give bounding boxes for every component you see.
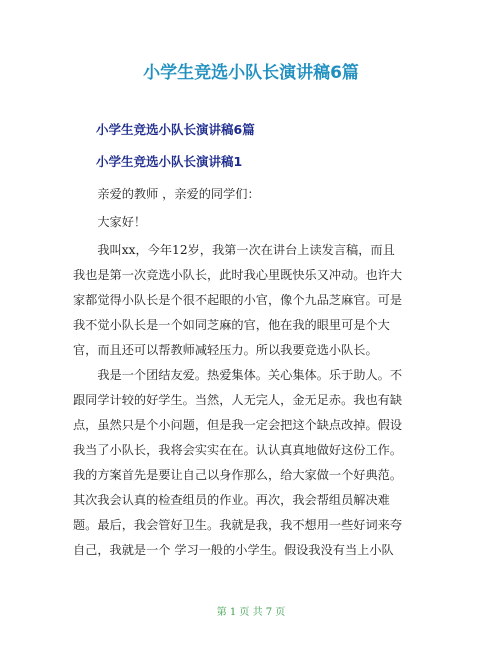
body-text-line: 题。最后，我会管好卫生。我就是我，我不想用一些好词来夸	[73, 518, 403, 532]
body-text-line: 自己，我就是一个 学习一般的小学生。假设我没有当上小队	[73, 543, 394, 557]
body-text-line: 我不觉小队长是一个如同芝麻的官，他在我的眼里可是个大	[73, 318, 390, 332]
body-text-line: 我叫xx，今年12岁，我第一次在讲台上读发言稿，而且	[73, 243, 395, 257]
body-text-line: 跟同学计较的好学生。当然，人无完人，金无足赤。我也有缺	[73, 393, 403, 407]
body-text-line: 大家好！	[73, 215, 147, 229]
body-text-line: 官，而且还可以帮教师减轻压力。所以我要竞选小队长。	[73, 343, 378, 357]
body-text-line: 我是一个团结友爱。热爱集体。关心集体。乐于助人。不	[73, 368, 403, 382]
body-text-line: 我的方案首先是要让自己以身作那么，给大家做一个好典范。	[73, 468, 403, 482]
section-subheading: 小学生竞选小队长演讲稿1	[96, 154, 243, 169]
body-text-line: 我当了小队长，我将会实实在在。认认真真地做好这份工作。	[73, 443, 403, 457]
page-number-footer: 第 1 页 共 7 页	[216, 607, 286, 618]
section-heading: 小学生竞选小队长演讲稿6篇	[96, 122, 255, 137]
body-text-line: 家都觉得小队长是个很不起眼的小官，像个九品芝麻官。可是	[73, 293, 403, 307]
document-title: 小学生竞选小队长演讲稿6篇	[143, 63, 359, 83]
body-text-line: 点，虽然只是个小问题，但是我一定会把这个缺点改掉。假设	[73, 418, 403, 432]
body-text-line: 亲爱的教师 ，亲爱的同学们：	[73, 187, 260, 201]
body-text-line: 其次我会认真的检查组员的作业。再次，我会帮组员解决难	[73, 493, 390, 507]
body-text-line: 我也是第一次竞选小队长，此时我心里既快乐又冲动。也许大	[73, 268, 403, 282]
